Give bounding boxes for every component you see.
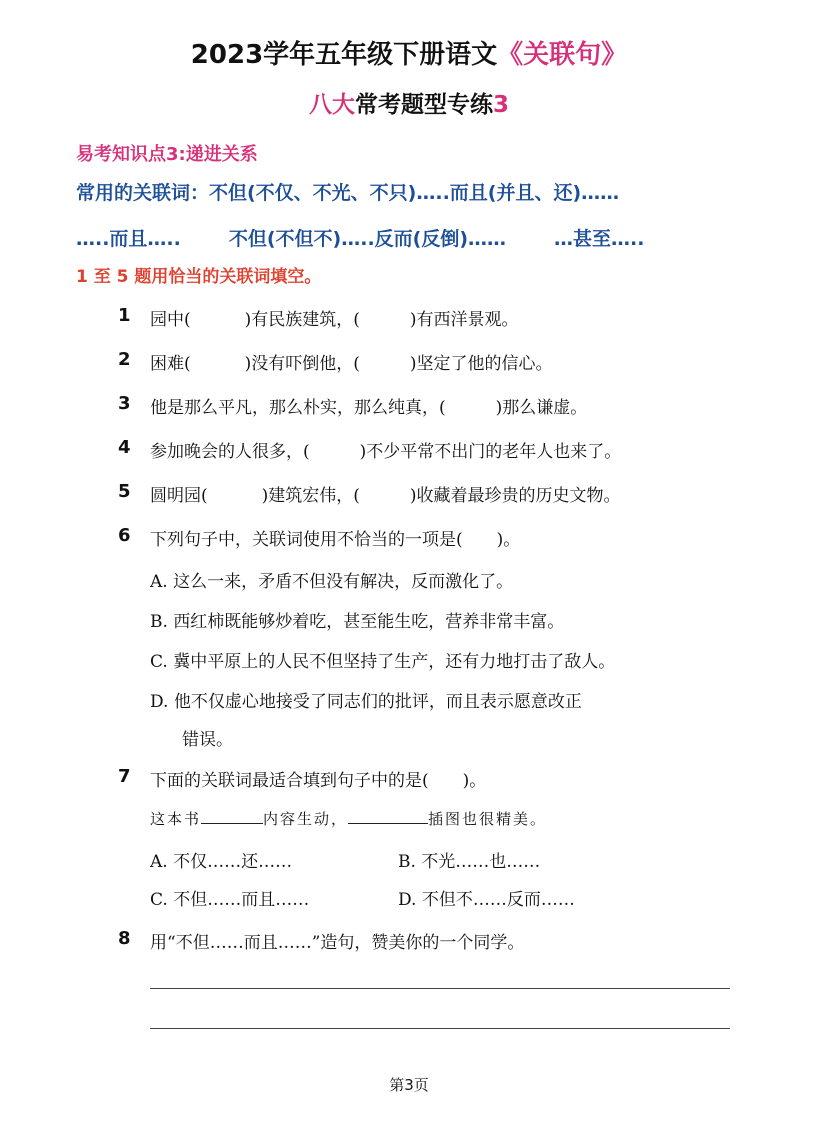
question-number: 6 — [118, 525, 131, 546]
q7-option-d: D. 不但不……反而…… — [398, 890, 575, 910]
question-5-text — [150, 481, 621, 506]
q6-option-a: A. 这么一来，矛盾不但没有解决，反而激化了。 — [150, 572, 514, 592]
question-4-text — [150, 437, 621, 462]
question-number: 2 — [118, 349, 131, 370]
title-highlight: 《关联句》 — [497, 40, 628, 70]
knowledge-point: 易考知识点3:递进关系 — [76, 144, 258, 165]
common-word-item: …..而且….. — [76, 228, 181, 250]
title-main: 2023学年五年级下册语文 — [190, 40, 498, 70]
q6-option-d: D. 他不仅虚心地接受了同志们的批评，而且表示愿意改正 — [150, 692, 582, 712]
subtitle-main: 常考题型专练 — [354, 92, 493, 118]
q1-part: )有民族建筑，( — [244, 310, 360, 330]
question-number: 4 — [118, 437, 131, 458]
common-words-line-1: 常用的关联词：不但(不仅、不光、不只)…..而且(并且、还)…… — [76, 182, 620, 204]
answer-line[interactable] — [150, 988, 730, 989]
q7-option-a: A. 不仅……还…… — [150, 852, 293, 872]
q7-sentence-part: 插图也很精美。 — [428, 810, 548, 828]
q5-part: 圆明园( — [150, 486, 208, 506]
subtitle-number: 3 — [492, 92, 509, 118]
q6-option-b: B. 西红柿既能够炒着吃，甚至能生吃，营养非常丰富。 — [150, 612, 565, 632]
subtitle-highlight: 八大 — [308, 92, 355, 118]
q6-option-c: C. 冀中平原上的人民不但坚持了生产，还有力地打击了敌人。 — [150, 652, 616, 672]
q2-part: )没有吓倒他，( — [244, 354, 360, 374]
page-number: 第3页 — [389, 1076, 429, 1094]
q3-part: 他是那么平凡，那么朴实，那么纯真，( — [150, 398, 446, 418]
question-8-stem: 用“不但……而且……”造句，赞美你的一个同学。 — [150, 933, 525, 953]
q7-sentence-part: 这本书 — [150, 810, 202, 828]
q2-part: 困难( — [150, 354, 191, 374]
question-7-stem: 下面的关联词最适合填到句子中的是( )。 — [150, 771, 487, 791]
question-number: 1 — [118, 305, 131, 326]
answer-line[interactable] — [150, 1028, 730, 1029]
question-2-text — [150, 349, 553, 374]
common-word-item: 不但(不但不)…..反而(反倒)…… — [228, 228, 507, 250]
common-word-item: …甚至….. — [554, 228, 645, 250]
q4-part: )不少平常不出门的老年人也来了。 — [359, 442, 622, 462]
q7-sentence — [150, 808, 547, 829]
q5-part: )收藏着最珍贵的历史文物。 — [409, 486, 621, 506]
fill-blank[interactable] — [348, 822, 428, 824]
q7-option-b: B. 不光……也…… — [398, 852, 541, 872]
question-1-text — [150, 305, 519, 330]
q4-part: 参加晚会的人很多，( — [150, 442, 310, 462]
question-6-stem: 下列句子中，关联词使用不恰当的一项是( )。 — [150, 530, 521, 550]
q2-part: )坚定了他的信心。 — [409, 354, 553, 374]
q7-option-c: C. 不但……而且…… — [150, 890, 310, 910]
page-title — [0, 34, 818, 71]
instruction: 1 至 5 题用恰当的关联词填空。 — [76, 267, 322, 287]
q7-sentence-part: 内容生动， — [263, 810, 349, 828]
page-subtitle — [0, 86, 818, 119]
common-words-line-2 — [76, 224, 644, 251]
question-number: 8 — [118, 928, 131, 949]
q1-part: 园中( — [150, 310, 191, 330]
q6-option-d-continued: 错误。 — [182, 730, 233, 750]
question-number: 5 — [118, 481, 131, 502]
question-3-text — [150, 393, 587, 418]
q1-part: )有西洋景观。 — [409, 310, 519, 330]
q3-part: )那么谦虚。 — [495, 398, 588, 418]
fill-blank[interactable] — [201, 822, 263, 824]
question-number: 3 — [118, 393, 131, 414]
question-number: 7 — [118, 766, 131, 787]
q5-part: )建筑宏伟，( — [261, 486, 360, 506]
